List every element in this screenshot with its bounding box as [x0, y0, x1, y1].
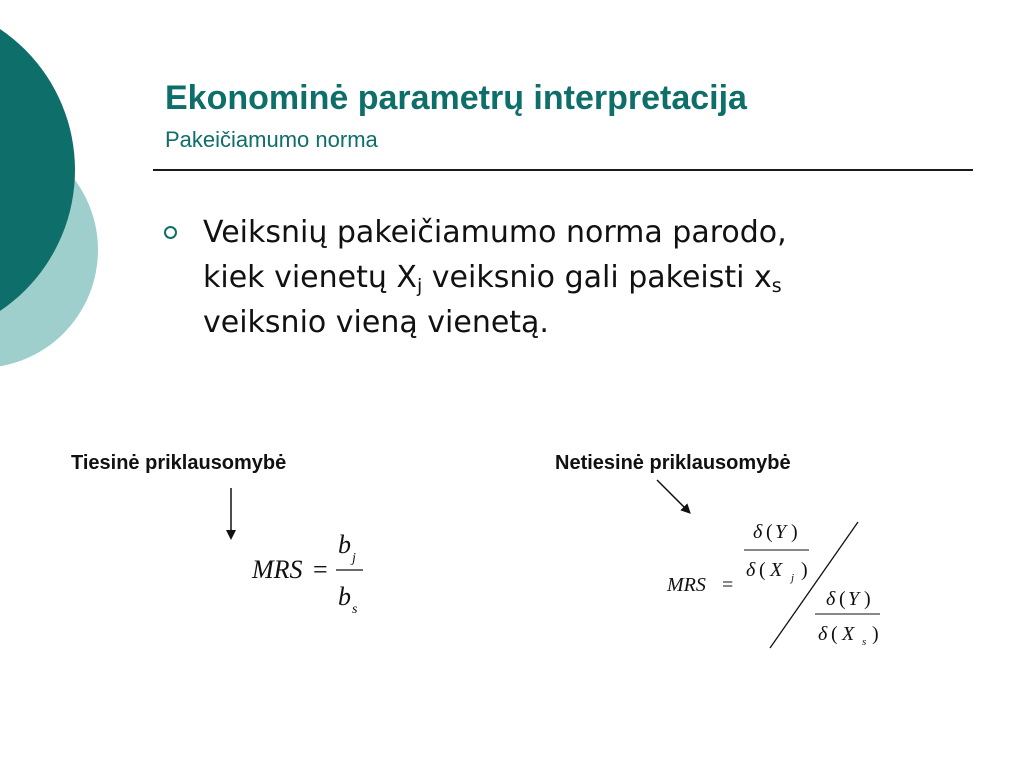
slide-title: Ekonominė parametrų interpretacija: [165, 79, 747, 117]
y-1: Y: [775, 521, 787, 543]
nonlinear-dependency-label: Netiesinė priklausomybė: [555, 452, 791, 474]
sub-s-right: s: [862, 636, 867, 648]
denominator-b: b: [338, 582, 351, 611]
paren-open-4: (: [831, 623, 838, 645]
linear-dependency-label: Tiesinė priklausomybė: [71, 452, 287, 474]
linear-mrs-formula: [251, 530, 363, 617]
paren-open-1: (: [766, 521, 773, 543]
paren-open-2: (: [759, 559, 766, 581]
y-2: Y: [848, 588, 860, 610]
diagonal-arrow-icon: [657, 480, 688, 511]
paren-close-3: ): [864, 588, 871, 610]
delta-3: δ: [826, 588, 836, 610]
delta-4: δ: [818, 623, 828, 645]
delta-1: δ: [753, 521, 763, 543]
paren-close-4: ): [872, 623, 879, 645]
denominator-sub-s: s: [352, 602, 358, 617]
numerator-b: b: [338, 530, 351, 559]
delta-2: δ: [746, 559, 756, 581]
bullet-line-3: veiksnio vieną vienetą.: [203, 305, 549, 340]
bullet-line-2-part-a: kiek vienetų X: [203, 260, 417, 295]
equals-sign-right: =: [722, 574, 734, 596]
sub-j-right: j: [791, 572, 795, 584]
bullet-line-1: Veiksnių pakeičiamumo norma parodo,: [203, 215, 787, 250]
x-2: X: [842, 623, 855, 645]
nonlinear-mrs-formula: [666, 521, 880, 648]
paren-open-3: (: [839, 588, 846, 610]
subscript-j: j: [416, 275, 423, 297]
equals-sign: =: [313, 555, 328, 584]
bullet-line-2-part-b: veiksnio gali pakeisti x: [422, 260, 772, 295]
x-1: X: [770, 559, 783, 581]
numerator-sub-j: j: [352, 551, 356, 566]
slide-subtitle: Pakeičiamumo norma: [165, 127, 378, 152]
mrs-symbol: MRS: [252, 555, 303, 584]
paren-close-1: ): [791, 521, 798, 543]
subscript-s: s: [771, 275, 782, 297]
paren-close-2: ): [801, 559, 808, 581]
mrs-symbol-right: MRS: [667, 574, 706, 596]
